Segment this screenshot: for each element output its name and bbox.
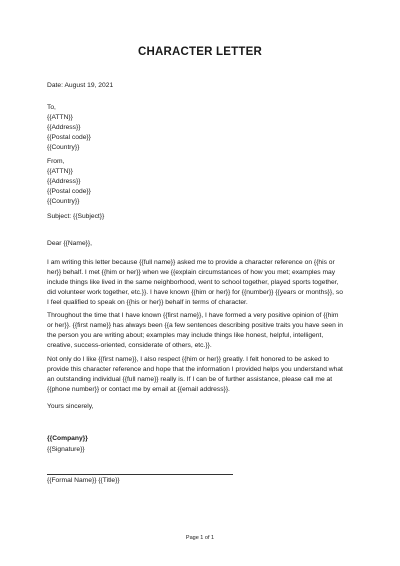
recipient-line: {{Address}} [47, 124, 81, 131]
paragraph-line: did volunteer work together, etc.}}. I have known {{him or her}} for {{number}} {{years or months}}, so [47, 289, 343, 296]
page-footer: Page 1 of 1 [185, 535, 215, 541]
sender-line: {{ATTN}} [47, 168, 73, 175]
salutation: Dear {{Name}}, [47, 240, 92, 247]
recipient-line: {{ATTN}} [47, 114, 73, 121]
date-line: Date: August 19, 2021 [47, 82, 114, 89]
paragraph-respect [47, 355, 353, 395]
recipient-line: To, [47, 104, 56, 111]
paragraph-line: I am writing this letter because {{full name}} asked me to provide a character reference on {{his or [47, 259, 335, 266]
paragraph-line: or her}}. {{first name}} has always been {{a few sentences describing positive traits you have seen in [47, 322, 343, 329]
paragraph-line: I feel qualified to speak on {{his or her}} behalf in terms of character. [47, 299, 248, 306]
sender-line: {{Address}} [47, 178, 81, 185]
paragraph-opinion [47, 311, 353, 351]
sender-line: {{Postal code}} [47, 188, 91, 195]
paragraph-line: creative, success-oriented, considerate of others, etc.}}. [47, 342, 212, 349]
subject-line: Subject: {{Subject}} [47, 213, 105, 220]
sender-line: From, [47, 158, 65, 165]
sender-line: {{Country}} [47, 198, 80, 205]
paragraph-line: include things like lived in the same neighborhood, went to school together, played sports together, [47, 279, 339, 286]
signature-line [47, 474, 233, 475]
closing-line: Yours sincerely, [47, 403, 94, 410]
recipient-line: {{Postal code}} [47, 134, 91, 141]
paragraph-line: {{phone number}} or contact me by email at {{email address}}. [47, 386, 230, 393]
paragraph-line: provide this character reference and hope that the information I provided helps you understand what [47, 366, 343, 373]
signature-placeholder: {{Signature}} [47, 446, 85, 453]
page-title: CHARACTER LETTER [138, 46, 262, 58]
formal-name-title: {{Formal Name}} {{Title}} [47, 477, 120, 484]
recipient-line: {{Country}} [47, 144, 80, 151]
paragraph-line: an outstanding individual {{full name}} really is. If I can be of further assistance, please call me at [47, 376, 333, 383]
paragraph-introduction [47, 258, 353, 308]
company-placeholder: {{Company}} [47, 435, 88, 442]
sender-address-block [47, 157, 353, 207]
recipient-address-block [47, 103, 353, 153]
paragraph-line: the person you are writing about; examples may include things like honest, helpful, intelligent, [47, 332, 324, 339]
paragraph-line: Throughout the time that I have known {{first name}}, I have formed a very positive opinion of {{him [47, 312, 339, 319]
paragraph-line: her}} behalf. I met {{him or her}} when we {{explain circumstances of how you met; examples may [47, 269, 336, 276]
paragraph-line: Not only do I like {{first name}}, I also respect {{him or her}} greatly. I felt honored to be asked to [47, 356, 330, 363]
